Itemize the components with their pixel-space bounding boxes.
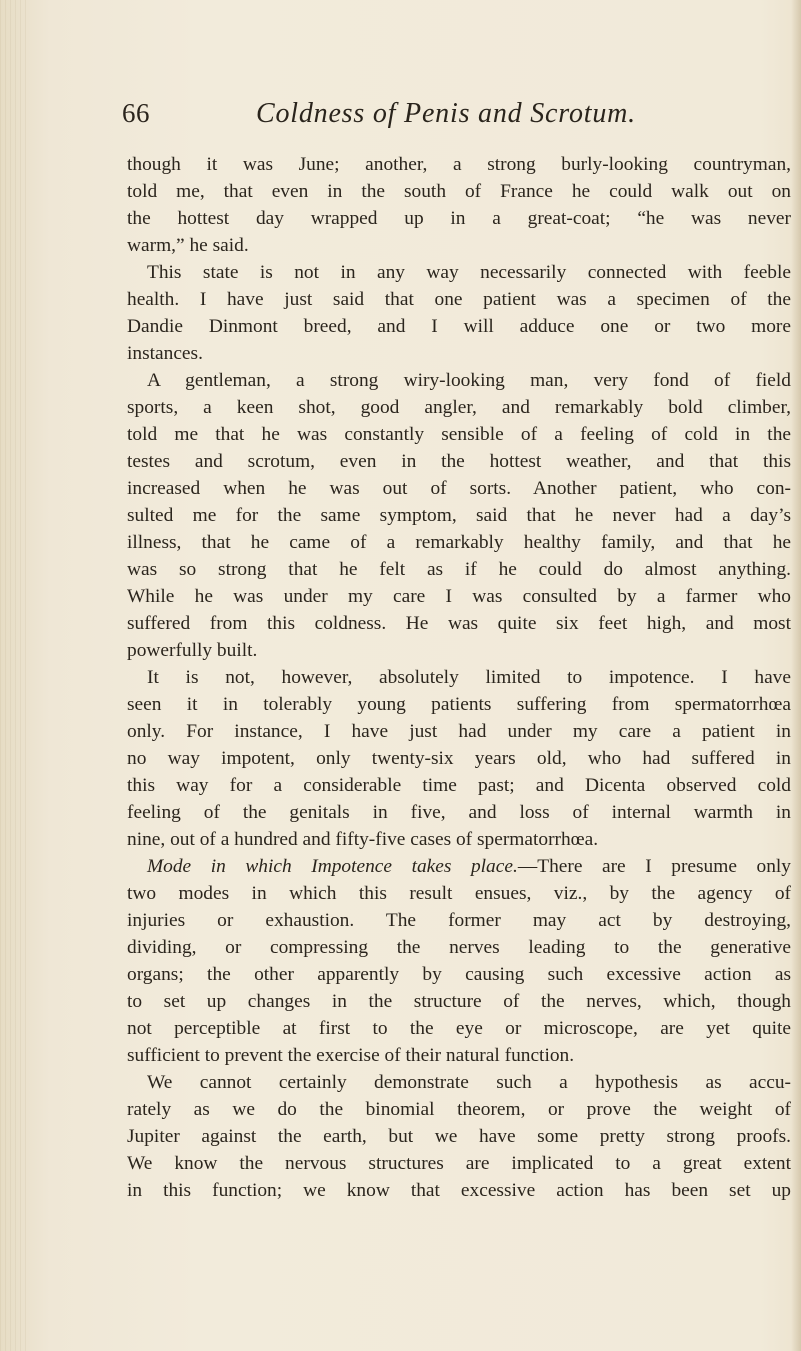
text-line: While he was under my care I was consulted by a farmer who [127,586,791,607]
text-line: this way for a considerable time past; and Dicenta observed cold [127,775,791,796]
page-number: 66 [122,98,150,128]
paragraph-start: It is not, however, absolutely limited to impotence. I have [147,667,791,688]
page-edge-shadow [791,0,801,1351]
text-line: Dandie Dinmont breed, and I will adduce one or two more [127,316,791,337]
paragraph-start: We cannot certainly demonstrate such a hypothesis as accu- [147,1072,791,1093]
text-line: sufficient to prevent the exercise of their natural function. [127,1045,575,1066]
text-line: told me, that even in the south of France he could walk out on [127,181,791,202]
paragraph-start: This state is not in any way necessarily connected with feeble [147,262,791,283]
body-text [127,151,791,1204]
text-line: rately as we do the binomial theorem, or prove the weight of [127,1099,791,1120]
text-line: was so strong that he felt as if he could do almost anything. [127,559,791,580]
text-line: only. For instance, I have just had under my care a patient in [127,721,791,742]
text-line: illness, that he came of a remarkably healthy family, and that he [127,532,791,553]
binding-gutter [0,0,30,1351]
text-line: organs; the other apparently by causing such excessive action as [127,964,791,985]
text-line: Jupiter against the earth, but we have some pretty strong proofs. [127,1126,791,1147]
text-line: health. I have just said that one patient was a specimen of the [127,289,791,310]
running-title: Coldness of Penis and Scrotum. [256,98,636,129]
text-line: powerfully built. [127,640,258,661]
text-line: suffered from this coldness. He was quite six feet high, and most [127,613,791,634]
text-line: nine, out of a hundred and fifty-five cases of spermatorrhœa. [127,829,599,850]
paragraph-start: A gentleman, a strong wiry-looking man, very fond of field [147,370,791,391]
text-line: seen it in tolerably young patients suffering from spermatorrhœa [127,694,791,715]
text-line: instances. [127,343,203,364]
text-line: though it was June; another, a strong burly-looking countryman, [127,154,791,175]
text-line: the hottest day wrapped up in a great-coat; “he was never [127,208,791,229]
text-line: warm,” he said. [127,235,249,256]
text-line: in this function; we know that excessive action has been set up [127,1180,791,1201]
text-line: no way impotent, only twenty-six years old, who had suffered in [127,748,791,769]
text-line: two modes in which this result ensues, viz., by the agency of [127,883,791,904]
text-line: to set up changes in the structure of the nerves, which, though [127,991,791,1012]
text-line: feeling of the genitals in five, and loss of internal warmth in [127,802,791,823]
text-line: injuries or exhaustion. The former may act by destroying, [127,910,791,931]
running-head [122,98,710,138]
section-heading-continuation: —There are I presume only [517,856,791,877]
text-line: testes and scrotum, even in the hottest weather, and that this [127,451,791,472]
text-line: told me that he was constantly sensible of a feeling of cold in the [127,424,791,445]
text-line: not perceptible at first to the eye or microscope, are yet quite [127,1018,791,1039]
text-line: sulted me for the same symptom, said that he never had a day’s [127,505,791,526]
section-heading: Mode in which Impotence takes place. [147,856,518,877]
text-line: increased when he was out of sorts. Another patient, who con- [127,478,791,499]
paragraph-start [127,853,791,880]
text-line: sports, a keen shot, good angler, and remarkably bold climber, [127,397,791,418]
text-line: dividing, or compressing the nerves leading to the generative [127,937,791,958]
text-line: We know the nervous structures are implicated to a great extent [127,1153,791,1174]
